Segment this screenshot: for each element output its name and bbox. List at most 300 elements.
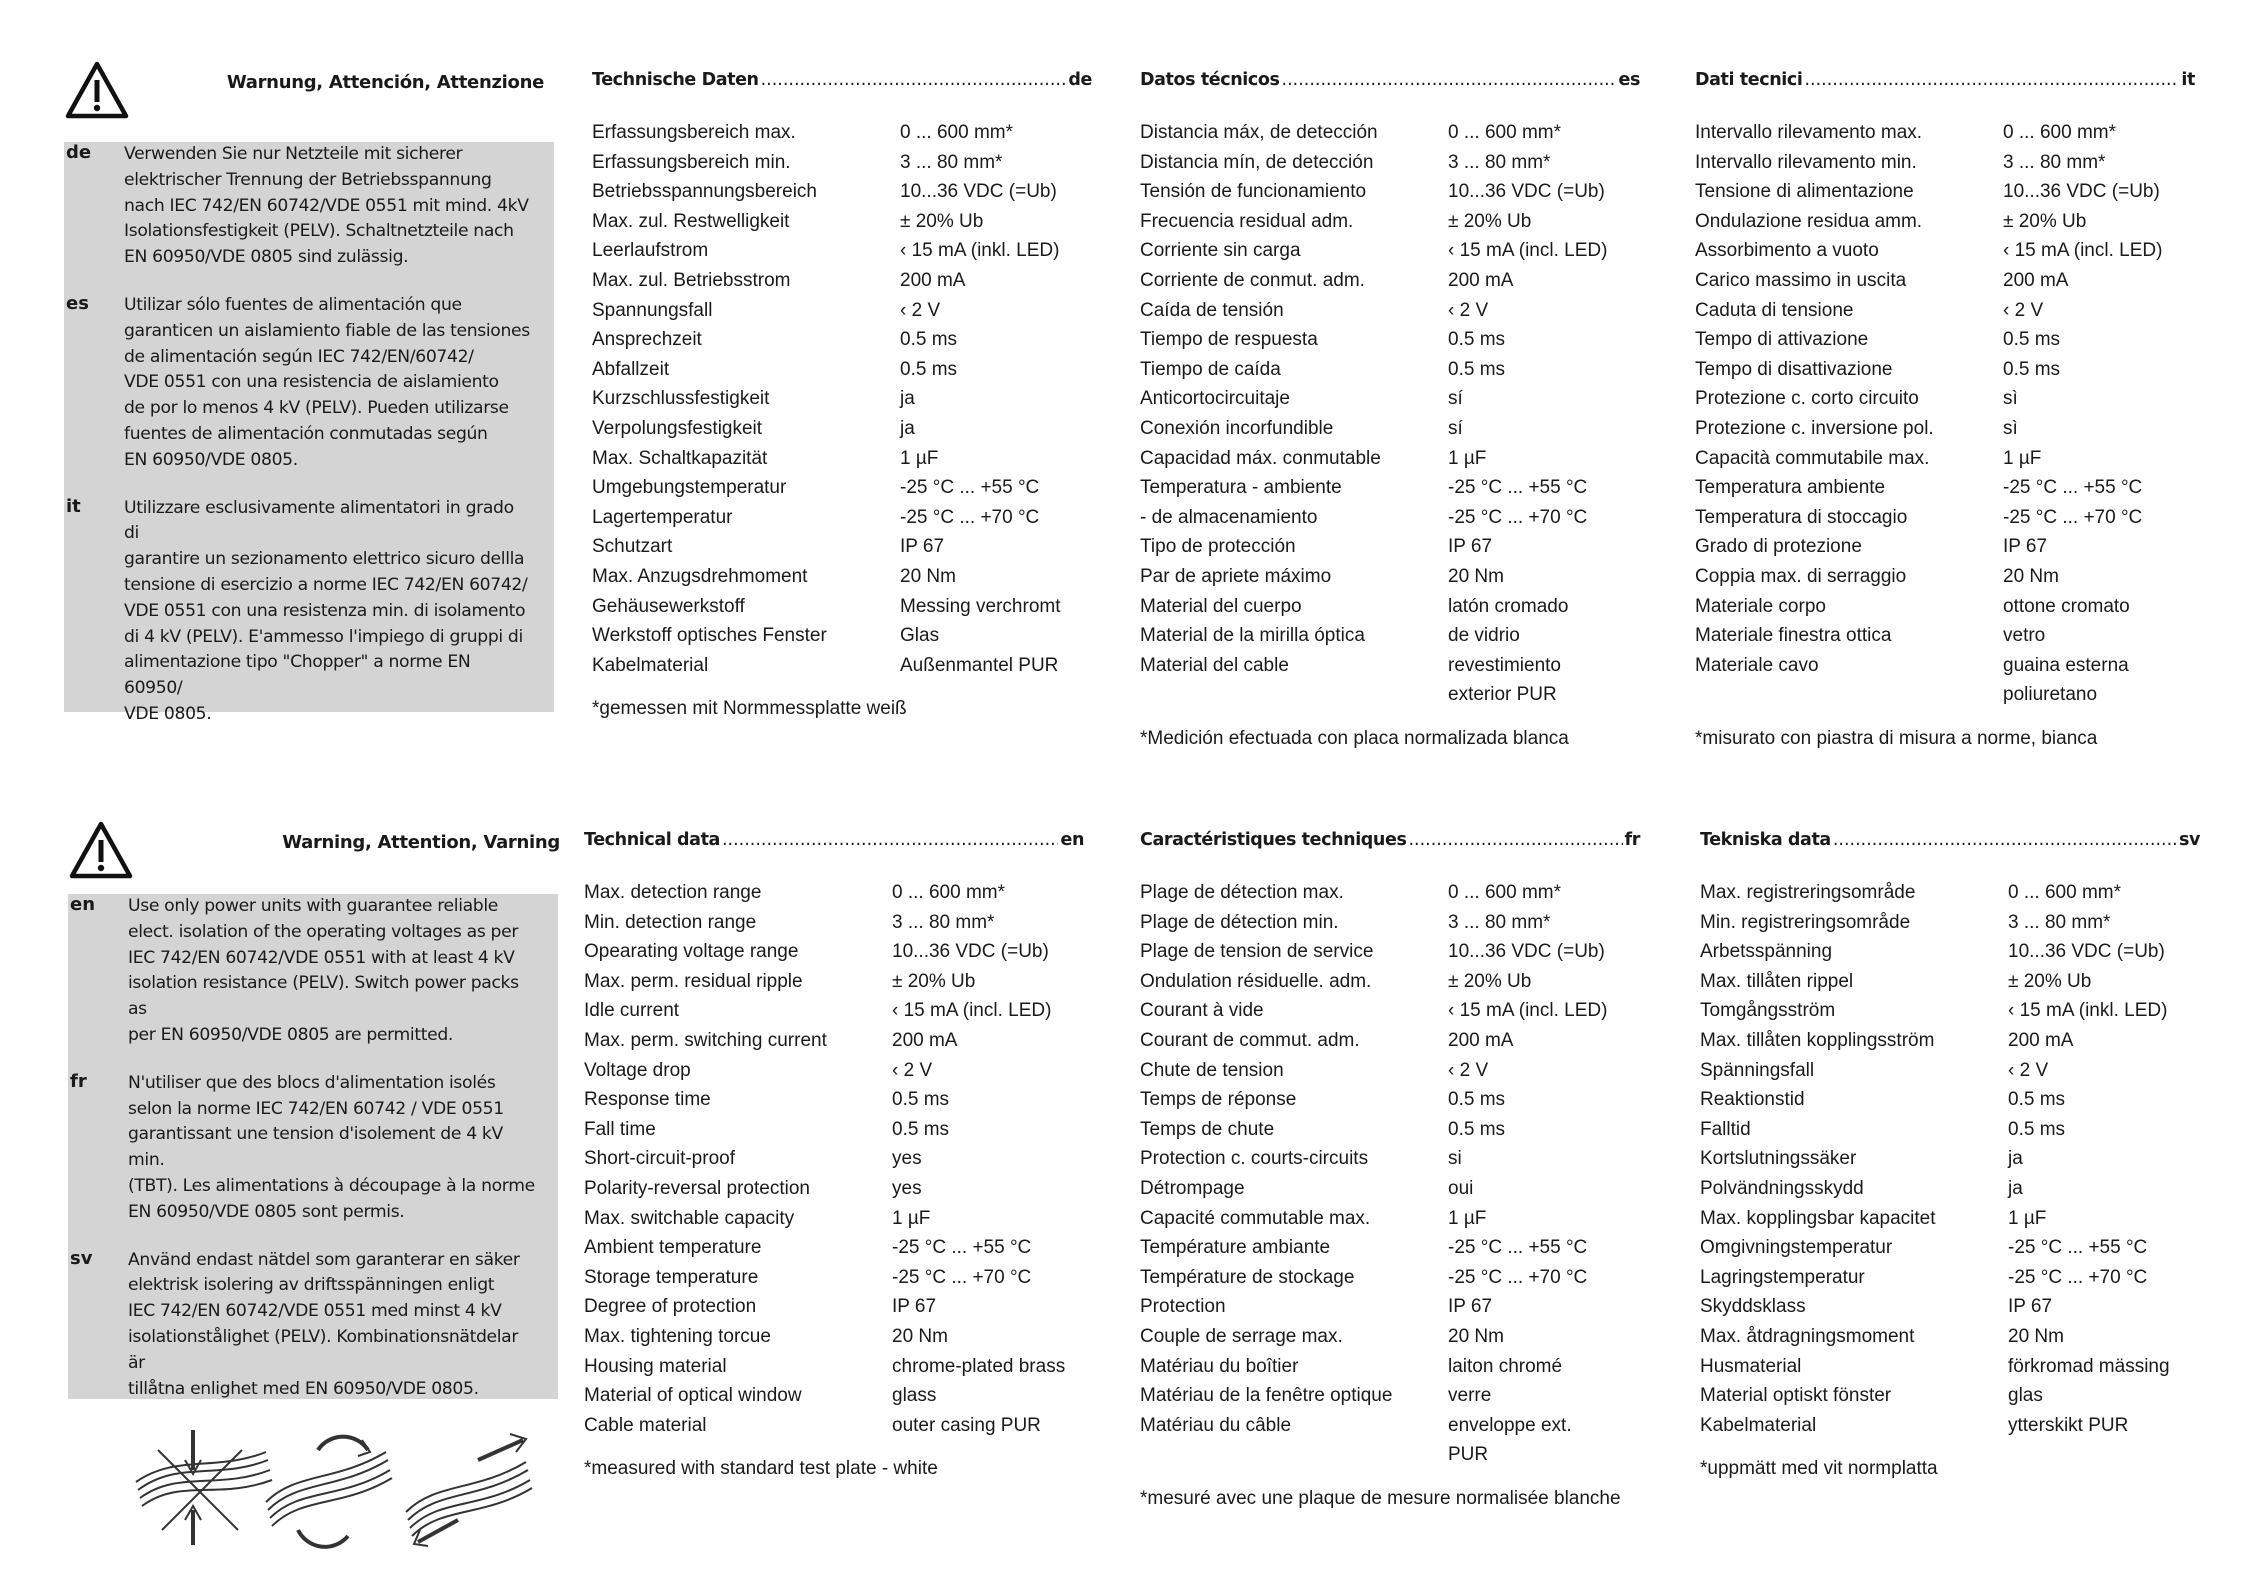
spec-value: 0.5 ms xyxy=(2008,1118,2066,1140)
lang-code: fr xyxy=(70,1070,87,1092)
table-row xyxy=(1695,444,2195,474)
leader-dots xyxy=(722,830,1059,850)
table-row xyxy=(592,621,1092,651)
footnote: *gemessen mit Normmessplatte weiß xyxy=(592,698,907,720)
spec-value: 0 ... 600 mm* xyxy=(1448,882,1561,903)
table-row xyxy=(1140,266,1640,296)
spec-label: Matériau du câble xyxy=(1140,1414,1292,1436)
spec-value: 0.5 ms xyxy=(2003,358,2061,380)
spec-value: outer casing PUR xyxy=(892,1414,1041,1436)
table-row xyxy=(1695,592,2195,622)
table-row xyxy=(1700,996,2200,1026)
spec-label: Protection xyxy=(1140,1296,1226,1318)
spec-value: oui xyxy=(1448,1177,1474,1199)
spec-value: -25 °C ... +55 °C xyxy=(900,477,1040,499)
spec-label: Temps de chute xyxy=(1140,1118,1275,1140)
spec-value: ‹ 15 mA (incl. LED) xyxy=(1448,1000,1608,1022)
cable-twist-icon xyxy=(266,1437,392,1547)
spec-label: Cable material xyxy=(584,1414,707,1436)
spec-label: Corriente de conmut. adm. xyxy=(1140,269,1365,291)
spec-value: 200 mA xyxy=(1448,269,1514,291)
spec-label: Temperatura di stoccagio xyxy=(1695,506,1908,528)
spec-value: ± 20% Ub xyxy=(892,970,976,992)
footnote: *measured with standard test plate - white xyxy=(584,1458,938,1480)
spec-label: Protezione c. corto circuito xyxy=(1695,388,1919,410)
section-en-fr-sv xyxy=(0,820,2245,1560)
warning-item xyxy=(70,1247,536,1403)
spec-value: 0.5 ms xyxy=(892,1118,950,1140)
data-table xyxy=(1695,118,2195,710)
spec-label: Température ambiante xyxy=(1140,1237,1331,1259)
table-row xyxy=(1695,414,2195,444)
table-row xyxy=(1140,1292,1640,1322)
data-table xyxy=(1700,878,2200,1440)
spec-label: Material optiskt fönster xyxy=(1700,1385,1892,1407)
spec-label: Max. kopplingsbar kapacitet xyxy=(1700,1207,1936,1229)
spec-label: Tiempo de respuesta xyxy=(1140,329,1318,351)
spec-label: Plage de tension de service xyxy=(1140,941,1374,963)
tech-data-fr xyxy=(1140,820,1640,1510)
spec-value: IP 67 xyxy=(892,1296,937,1318)
table-row xyxy=(592,562,1092,592)
spec-value: ytterskikt PUR xyxy=(2008,1414,2129,1436)
spec-label: Temperatura - ambiente xyxy=(1140,477,1342,499)
spec-label: Gehäusewerkstoff xyxy=(592,595,745,617)
spec-value: 3 ... 80 mm* xyxy=(1448,911,1551,933)
spec-value: 1 µF xyxy=(2008,1207,2047,1229)
data-header xyxy=(1140,70,1640,100)
data-header xyxy=(584,830,1084,860)
spec-label: Tipo de protección xyxy=(1140,536,1296,558)
spec-value: 10...36 VDC (=Ub) xyxy=(2003,181,2160,203)
spec-label: Tiempo de caída xyxy=(1140,358,1281,380)
table-row xyxy=(1700,1381,2200,1411)
spec-label: Caduta di tensione xyxy=(1695,299,1854,321)
warning-title: Warnung, Attención, Attenzione xyxy=(226,72,544,93)
lang-code: it xyxy=(66,495,81,517)
spec-value: ‹ 2 V xyxy=(2008,1059,2049,1081)
warning-triangle-icon xyxy=(64,60,130,122)
spec-label: Skyddsklass xyxy=(1700,1296,1806,1318)
table-row xyxy=(1140,1233,1640,1263)
spec-label: Verpolungsfestigkeit xyxy=(592,417,763,439)
spec-value: 20 Nm xyxy=(900,565,956,587)
spec-value: ‹ 15 mA (incl. LED) xyxy=(1448,240,1608,262)
table-row xyxy=(1695,177,2195,207)
spec-label: Distancia máx, de detección xyxy=(1140,122,1378,143)
table-row xyxy=(1140,996,1640,1026)
lang-code: it xyxy=(2181,70,2195,90)
spec-label: Grado di protezione xyxy=(1695,536,1862,558)
spec-label: Capacidad máx. conmutable xyxy=(1140,447,1381,469)
spec-value: 0 ... 600 mm* xyxy=(2008,882,2121,903)
spec-label: Max. switchable capacity xyxy=(584,1207,795,1229)
table-row xyxy=(584,1026,1084,1056)
spec-value: 1 µF xyxy=(892,1207,931,1229)
spec-value: sì xyxy=(2003,388,2018,410)
spec-label: Couple de serrage max. xyxy=(1140,1325,1343,1347)
spec-value: 0.5 ms xyxy=(900,358,958,380)
spec-label: Material of optical window xyxy=(584,1385,802,1407)
table-row xyxy=(1700,1026,2200,1056)
warning-text: Utilizar sólo fuentes de alimentación que garanticen un aislamiento fiable de las tensiones de alimentación según IEC 742/EN/60742/ VDE 0551 con una resistencia de aislamiento de por lo menos 4 kV (PELV). Pueden utilizarse fuentes de alimentación conmutadas según EN 60950/VDE 0805. xyxy=(124,294,530,470)
table-row xyxy=(1140,562,1640,592)
section-de-es-it xyxy=(0,60,2245,760)
spec-value: ‹ 15 mA (incl. LED) xyxy=(2003,240,2163,262)
table-row xyxy=(1700,1263,2200,1293)
table-row xyxy=(584,1115,1084,1145)
spec-value: 0.5 ms xyxy=(2003,329,2061,351)
spec-label: Coppia max. di serraggio xyxy=(1695,565,1907,587)
spec-value: ‹ 15 mA (inkl. LED) xyxy=(900,240,1060,262)
table-row xyxy=(1695,207,2195,237)
spec-value: yes xyxy=(892,1148,922,1170)
spec-value: ‹ 2 V xyxy=(892,1059,933,1081)
spec-label: Betriebsspannungsbereich xyxy=(592,181,817,203)
spec-value: -25 °C ... +55 °C xyxy=(2008,1237,2148,1259)
spec-label: Fall time xyxy=(584,1118,656,1140)
spec-value: 200 mA xyxy=(1448,1029,1514,1051)
table-row xyxy=(1695,503,2195,533)
spec-value: förkromad mässing xyxy=(2008,1355,2170,1377)
spec-value: 10...36 VDC (=Ub) xyxy=(1448,181,1605,203)
spec-value: 20 Nm xyxy=(1448,565,1504,587)
table-row xyxy=(1140,1144,1640,1174)
spec-label: Max. tillåten kopplingsström xyxy=(1700,1029,1935,1051)
spec-value: 0.5 ms xyxy=(1448,1118,1506,1140)
spec-label: Polvändningsskydd xyxy=(1700,1177,1864,1199)
spec-value: 10...36 VDC (=Ub) xyxy=(2008,941,2165,963)
table-row xyxy=(584,1056,1084,1086)
spec-label: Courant de commut. adm. xyxy=(1140,1029,1360,1051)
table-row xyxy=(592,177,1092,207)
tech-data-en xyxy=(584,820,1084,1480)
spec-label: - de almacenamiento xyxy=(1140,506,1318,528)
spec-label: Matériau du boîtier xyxy=(1140,1355,1299,1377)
warning-text: Använd endast nätdel som garanterar en säker elektrisk isolering av driftsspänningen enligt IEC 742/EN 60742/VDE 0551 med minst 4 kV isolationstålighet (PELV). Kombinationsnätdelar är tillåtna enlighet med EN 60950/VDE 0805. xyxy=(128,1249,520,1399)
spec-value: IP 67 xyxy=(1448,536,1493,558)
spec-value: guaina esterna poliuretano xyxy=(2003,654,2129,706)
table-row xyxy=(584,878,1084,908)
spec-value: 0.5 ms xyxy=(1448,358,1506,380)
spec-value: enveloppe ext. PUR xyxy=(1448,1414,1572,1466)
table-row xyxy=(1140,1204,1640,1234)
lang-code: de xyxy=(66,142,92,163)
spec-label: Chute de tension xyxy=(1140,1059,1284,1081)
spec-value: sì xyxy=(2003,417,2018,439)
spec-value: 1 µF xyxy=(2003,447,2042,469)
spec-label: Conexión incorfundible xyxy=(1140,417,1334,439)
table-row xyxy=(1700,908,2200,938)
table-row xyxy=(1700,1174,2200,1204)
table-row xyxy=(1140,621,1640,651)
spec-label: Umgebungstemperatur xyxy=(592,477,787,499)
spec-value: -25 °C ... +55 °C xyxy=(1448,1237,1588,1259)
data-table xyxy=(592,118,1092,680)
spec-value: ± 20% Ub xyxy=(1448,210,1532,232)
table-row xyxy=(1700,937,2200,967)
table-row xyxy=(1695,562,2195,592)
table-row xyxy=(1140,878,1640,908)
data-header xyxy=(1700,830,2200,860)
spec-label: Min. registreringsområde xyxy=(1700,911,1911,933)
spec-label: Material del cuerpo xyxy=(1140,595,1302,617)
warning-item xyxy=(70,894,536,1049)
table-row xyxy=(592,118,1092,148)
data-title: Caractéristiques techniques xyxy=(1140,830,1407,850)
spec-value: 200 mA xyxy=(892,1029,958,1051)
spec-label: Max. Schaltkapazität xyxy=(592,447,768,469)
spec-label: Min. detection range xyxy=(584,911,757,933)
spec-value: sí xyxy=(1448,388,1463,410)
spec-value: vetro xyxy=(2003,625,2046,647)
spec-value: 3 ... 80 mm* xyxy=(1448,151,1551,173)
spec-value: verre xyxy=(1448,1385,1492,1407)
spec-label: Degree of protection xyxy=(584,1296,757,1318)
spec-label: Erfassungsbereich max. xyxy=(592,122,796,143)
spec-label: Material de la mirilla óptica xyxy=(1140,625,1365,647)
table-row xyxy=(1700,967,2200,997)
table-row xyxy=(1140,1115,1640,1145)
warning-header xyxy=(64,60,554,124)
table-row xyxy=(1695,266,2195,296)
spec-value: 3 ... 80 mm* xyxy=(2003,151,2106,173)
spec-label: Max. tillåten rippel xyxy=(1700,970,1854,992)
spec-value: ja xyxy=(900,417,915,439)
spec-value: ja xyxy=(900,388,915,410)
spec-value: sí xyxy=(1448,417,1463,439)
footnote: *uppmätt med vit normplatta xyxy=(1700,1458,1938,1480)
spec-value: -25 °C ... +70 °C xyxy=(892,1266,1032,1288)
spec-value: Messing verchromt xyxy=(900,595,1061,617)
table-row xyxy=(1695,148,2195,178)
table-row xyxy=(1695,532,2195,562)
spec-label: Storage temperature xyxy=(584,1266,759,1288)
table-row xyxy=(592,414,1092,444)
warning-text: Utilizzare esclusivamente alimentatori in grado di garantire un sezionamento elettrico sicuro dellla tensione di esercizio a norme IEC 742/EN 60742/ VDE 0551 con una resistenza min. di isolamento di 4 kV (PELV). E'ammesso l'impiego di gruppi di alimentazione tipo "Chopper" a norme EN 60950/ VDE 0805. xyxy=(124,497,528,724)
table-row xyxy=(1140,1322,1640,1352)
spec-value: ottone cromato xyxy=(2003,595,2130,617)
cable-handling-icons xyxy=(118,1420,538,1550)
spec-value: -25 °C ... +70 °C xyxy=(900,506,1040,528)
spec-label: Par de apriete máximo xyxy=(1140,565,1332,587)
spec-label: Carico massimo in uscita xyxy=(1695,269,1907,291)
spec-value: -25 °C ... +70 °C xyxy=(2008,1266,2148,1288)
table-row xyxy=(1140,651,1640,710)
table-row xyxy=(584,1322,1084,1352)
table-row xyxy=(592,473,1092,503)
data-header xyxy=(1695,70,2195,100)
spec-value: 20 Nm xyxy=(1448,1325,1504,1347)
spec-value: 0 ... 600 mm* xyxy=(1448,122,1561,143)
spec-value: IP 67 xyxy=(1448,1296,1493,1318)
table-row xyxy=(584,937,1084,967)
leader-dots xyxy=(1282,70,1617,90)
spec-value: -25 °C ... +55 °C xyxy=(2003,477,2143,499)
data-header xyxy=(1140,830,1640,860)
table-row xyxy=(1700,1204,2200,1234)
table-row xyxy=(1695,621,2195,651)
spec-value: latón cromado xyxy=(1448,595,1569,617)
spec-label: Polarity-reversal protection xyxy=(584,1177,810,1199)
spec-label: Max. Anzugsdrehmoment xyxy=(592,565,808,587)
table-row xyxy=(1700,1322,2200,1352)
warning-panel-top xyxy=(64,60,554,724)
table-row xyxy=(584,1174,1084,1204)
spec-label: Temperatura ambiente xyxy=(1695,477,1886,499)
spec-label: Ondulazione residua amm. xyxy=(1695,210,1923,232)
spec-value: laiton chromé xyxy=(1448,1355,1563,1377)
table-row xyxy=(1695,473,2195,503)
table-row xyxy=(1140,503,1640,533)
spec-value: 0.5 ms xyxy=(1448,329,1506,351)
spec-value: de vidrio xyxy=(1448,625,1520,647)
spec-label: Intervallo rilevamento max. xyxy=(1695,122,1923,143)
table-row xyxy=(1695,325,2195,355)
tech-data-sv xyxy=(1700,820,2200,1480)
table-row xyxy=(1695,296,2195,326)
spec-value: 200 mA xyxy=(900,269,966,291)
spec-label: Ambient temperature xyxy=(584,1237,762,1259)
table-row xyxy=(1140,1352,1640,1382)
data-title: Technische Daten xyxy=(592,70,759,90)
footnote: *mesuré avec une plaque de mesure normalisée blanche xyxy=(1140,1487,1621,1509)
table-row xyxy=(1140,1411,1640,1470)
table-row xyxy=(1140,592,1640,622)
lang-code: es xyxy=(1618,70,1640,90)
data-header xyxy=(592,70,1092,100)
spec-value: 200 mA xyxy=(2008,1029,2074,1051)
spec-label: Frecuencia residual adm. xyxy=(1140,210,1354,232)
spec-label: Tensión de funcionamiento xyxy=(1140,181,1367,203)
table-row xyxy=(584,967,1084,997)
spec-value: 10...36 VDC (=Ub) xyxy=(900,181,1057,203)
table-row xyxy=(592,207,1092,237)
warning-panel-bottom xyxy=(68,820,558,1399)
spec-label: Tensione di alimentazione xyxy=(1695,181,1914,203)
table-row xyxy=(1700,1233,2200,1263)
spec-value: 0.5 ms xyxy=(1448,1089,1506,1111)
cable-cut-icon xyxy=(136,1430,272,1545)
spec-label: Kabelmaterial xyxy=(1700,1414,1817,1436)
spec-label: Plage de détection max. xyxy=(1140,882,1344,903)
table-row xyxy=(592,651,1092,681)
table-row xyxy=(1695,118,2195,148)
table-row xyxy=(1140,236,1640,266)
warning-item xyxy=(66,495,532,728)
spec-label: Max. zul. Betriebsstrom xyxy=(592,269,791,291)
warning-box xyxy=(64,142,554,724)
cable-pull-icon xyxy=(406,1434,532,1546)
footnote: *Medición efectuada con placa normalizada blanca xyxy=(1140,727,1569,749)
lang-code: sv xyxy=(70,1247,93,1269)
spec-label: Falltid xyxy=(1700,1118,1751,1140)
warning-item xyxy=(70,1070,536,1226)
table-row xyxy=(584,1085,1084,1115)
table-row xyxy=(1140,296,1640,326)
warning-triangle-icon xyxy=(68,820,134,882)
spec-value: 0.5 ms xyxy=(892,1089,950,1111)
table-row xyxy=(592,236,1092,266)
spec-label: Plage de détection min. xyxy=(1140,911,1339,933)
warning-header xyxy=(68,820,558,884)
table-row xyxy=(1140,118,1640,148)
table-row xyxy=(1700,1292,2200,1322)
spec-label: Materiale finestra ottica xyxy=(1695,625,1892,647)
spec-label: Spannungsfall xyxy=(592,299,713,321)
leader-dots xyxy=(1408,830,1622,850)
spec-label: Distancia mín, de detección xyxy=(1140,151,1374,173)
spec-value: -25 °C ... +55 °C xyxy=(1448,477,1588,499)
warning-text: Verwenden Sie nur Netzteile mit sicherer elektrischer Trennung der Betriebsspannung nach IEC 742/EN 60742/VDE 0551 mit mind. 4kV Isolationsfestigkeit (PELV). Schaltnetzteile nach EN 60950/VDE 0805 sind zulässig. xyxy=(124,144,529,268)
spec-value: ‹ 15 mA (inkl. LED) xyxy=(2008,1000,2168,1022)
table-row xyxy=(1140,207,1640,237)
table-row xyxy=(1140,1381,1640,1411)
spec-value: -25 °C ... +70 °C xyxy=(2003,506,2143,528)
tech-data-it xyxy=(1695,60,2195,750)
spec-value: ± 20% Ub xyxy=(2008,970,2092,992)
leader-dots xyxy=(761,70,1067,90)
lang-code: sv xyxy=(2178,830,2200,850)
table-row xyxy=(1700,1056,2200,1086)
lang-code: en xyxy=(1060,830,1084,850)
table-row xyxy=(584,1233,1084,1263)
spec-value: ja xyxy=(2008,1148,2023,1170)
spec-value: 1 µF xyxy=(1448,447,1487,469)
table-row xyxy=(584,908,1084,938)
table-row xyxy=(1140,384,1640,414)
spec-value: 20 Nm xyxy=(892,1325,948,1347)
spec-label: Kabelmaterial xyxy=(592,654,709,676)
spec-label: Détrompage xyxy=(1140,1177,1245,1199)
table-row xyxy=(1700,1085,2200,1115)
table-row xyxy=(584,996,1084,1026)
table-row xyxy=(584,1411,1084,1441)
tech-data-de xyxy=(592,60,1092,720)
warning-item xyxy=(66,142,532,271)
table-row xyxy=(592,503,1092,533)
spec-value: ‹ 2 V xyxy=(900,299,941,321)
spec-value: yes xyxy=(892,1177,922,1199)
spec-value: 10...36 VDC (=Ub) xyxy=(1448,941,1605,963)
spec-label: Protection c. courts-circuits xyxy=(1140,1148,1369,1170)
spec-label: Température de stockage xyxy=(1140,1266,1355,1288)
spec-value: -25 °C ... +70 °C xyxy=(1448,506,1588,528)
table-row xyxy=(1140,414,1640,444)
spec-label: Idle current xyxy=(584,1000,680,1022)
spec-label: Matériau de la fenêtre optique xyxy=(1140,1385,1393,1407)
warning-box xyxy=(68,894,558,1399)
data-title: Technical data xyxy=(584,830,720,850)
spec-label: Tempo di attivazione xyxy=(1695,329,1869,351)
spec-label: Intervallo rilevamento min. xyxy=(1695,151,1917,173)
spec-value: ja xyxy=(2008,1177,2023,1199)
spec-value: 20 Nm xyxy=(2003,565,2059,587)
table-row xyxy=(1140,967,1640,997)
spec-value: ± 20% Ub xyxy=(1448,970,1532,992)
data-title: Dati tecnici xyxy=(1695,70,1803,90)
spec-value: 1 µF xyxy=(1448,1207,1487,1229)
spec-label: Anticortocircuitaje xyxy=(1140,388,1290,410)
spec-label: Materiale cavo xyxy=(1695,654,1819,676)
spec-value: 0 ... 600 mm* xyxy=(892,882,1005,903)
spec-label: Opearating voltage range xyxy=(584,941,799,963)
table-row xyxy=(1700,1352,2200,1382)
table-row xyxy=(584,1352,1084,1382)
spec-value: ± 20% Ub xyxy=(2003,210,2087,232)
spec-label: Response time xyxy=(584,1089,711,1111)
table-row xyxy=(592,325,1092,355)
